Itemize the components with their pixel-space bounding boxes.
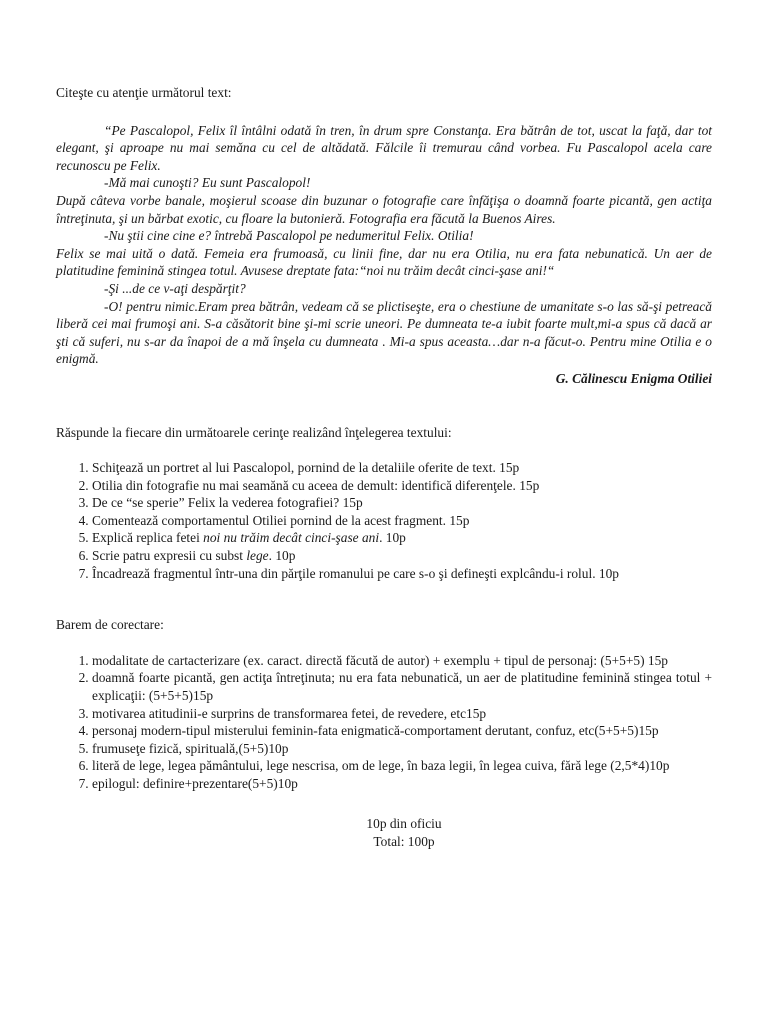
task-item: 7. Încadrează fragmentul într-una din părţile romanului pe care s-o şi defineşti explcându-i rolul. 10p xyxy=(92,565,712,583)
task-item: 4. Comentează comportamentul Otiliei pornind de la acest fragment. 15p xyxy=(92,512,712,530)
barem-item: 1. modalitate de cartacterizare (ex. caract. directă făcută de autor) + exemplu + tipul de personaj: (5+5+5) 15p xyxy=(92,652,712,670)
barem-item: 7. epilogul: definire+prezentare(5+5)10p xyxy=(92,775,712,793)
excerpt-paragraph: -O! pentru nimic.Eram prea bătrân, vedeam că se plictiseşte, era o chestiune de umanitate s-o las să-şi petreacă liberă cei mai frumoşi ani. S-a căsătorit bine şi-mi scrie uneori. Pe dumneata te-a iubit foarte mult,mi-a spus că dacă ar şti că suferi, nu s-ar da înapoi de a mă înşela cu dumneata . Mi-a spus aceasta…dar n-a făcut-o. Pentru mine Otilia e o enigmă. xyxy=(56,298,712,367)
literary-excerpt xyxy=(56,122,712,368)
barem-item: 3. motivarea atitudinii-e surprins de transformarea fetei, de revedere, etc15p xyxy=(92,705,712,723)
excerpt-attribution: G. Călinescu Enigma Otiliei xyxy=(555,370,712,386)
task-item: 5. Explică replica fetei noi nu trăim decât cinci-şase ani. 10p xyxy=(92,529,712,547)
instruction: Citeşte cu atenţie următorul text: xyxy=(56,85,232,100)
barem-item: 5. frumuseţe fizică, spirituală,(5+5)10p xyxy=(92,740,712,758)
barem-item: 6. literă de lege, legea pământului, lege nescrisa, om de lege, în baza legii, în legea cuiva, fără lege (2,5*4)10p xyxy=(92,757,712,775)
excerpt-paragraph: -Mă mai cunoşti? Eu sunt Pascalopol! xyxy=(104,175,311,191)
total-points: Total: 100p xyxy=(373,833,435,849)
task-item: 6. Scrie patru expresii cu subst lege. 10p xyxy=(92,547,712,565)
task-item: 1. Schiţează un portret al lui Pascalopol, pornind de la detaliile oferite de text. 15p xyxy=(92,459,712,477)
oficiu-points: 10p din oficiu xyxy=(366,815,442,831)
excerpt-paragraph: -Şi ...de ce v-aţi despărţit? xyxy=(104,280,246,296)
excerpt-paragraph: Felix se mai uită o dată. Femeia era frumoasă, cu linii fine, dar nu era Otilia, nu era fata nebunatică. Un aer de platitudine feminină stingea totul. Avusese dreptate fata:“noi nu trăim decât cinci-şase ani!“ xyxy=(56,245,712,279)
task-list xyxy=(56,459,712,582)
barem-list xyxy=(56,652,712,793)
barem-item: 2. doamnă foarte picantă, gen actiţa întreţinuta; nu era fata nebunatică, un aer de platitudine feminină stingea totul + explicaţii: (5+5+5)15p xyxy=(92,669,712,704)
excerpt-paragraph: -Nu ştii cine cine e? întrebă Pascalopol pe nedumeritul Felix. Otilia! xyxy=(104,228,474,244)
score-footer xyxy=(56,815,712,851)
barem-title: Barem de corectare: xyxy=(56,617,164,633)
task-item: 2. Otilia din fotografie nu mai seamănă cu aceea de demult: identifică diferenţele. 15p xyxy=(92,477,712,495)
tasks-intro: Răspunde la fiecare din următoarele cerinţe realizând înţelegerea textului: xyxy=(56,424,452,440)
excerpt-paragraph: După câteva vorbe banale, moşierul scoase din buzunar o fotografie care înfăţişa o doamnă foarte picantă, gen actiţa întreţinuta, şi un bărbat exotic, cu floare la butonieră. Fotografia era făcută la Buenos Aires. xyxy=(56,192,712,226)
task-item: 3. De ce “se sperie” Felix la vederea fotografiei? 15p xyxy=(92,494,712,512)
excerpt-paragraph: “Pe Pascalopol, Felix îl întâlni odată în tren, în drum spre Constanţa. Era bătrân de tot, uscat la faţă, dar tot elegant, şi aproape nu mai semăna cu cel de altădată. Fălcile îi tremurau când vorbea. Fu Pascalopol acela care recunoscu pe Felix. xyxy=(56,122,712,173)
barem-item: 4. personaj modern-tipul misterului feminin-fata enigmatică-comportament derutant, confuz, etc(5+5+5)15p xyxy=(92,722,712,740)
